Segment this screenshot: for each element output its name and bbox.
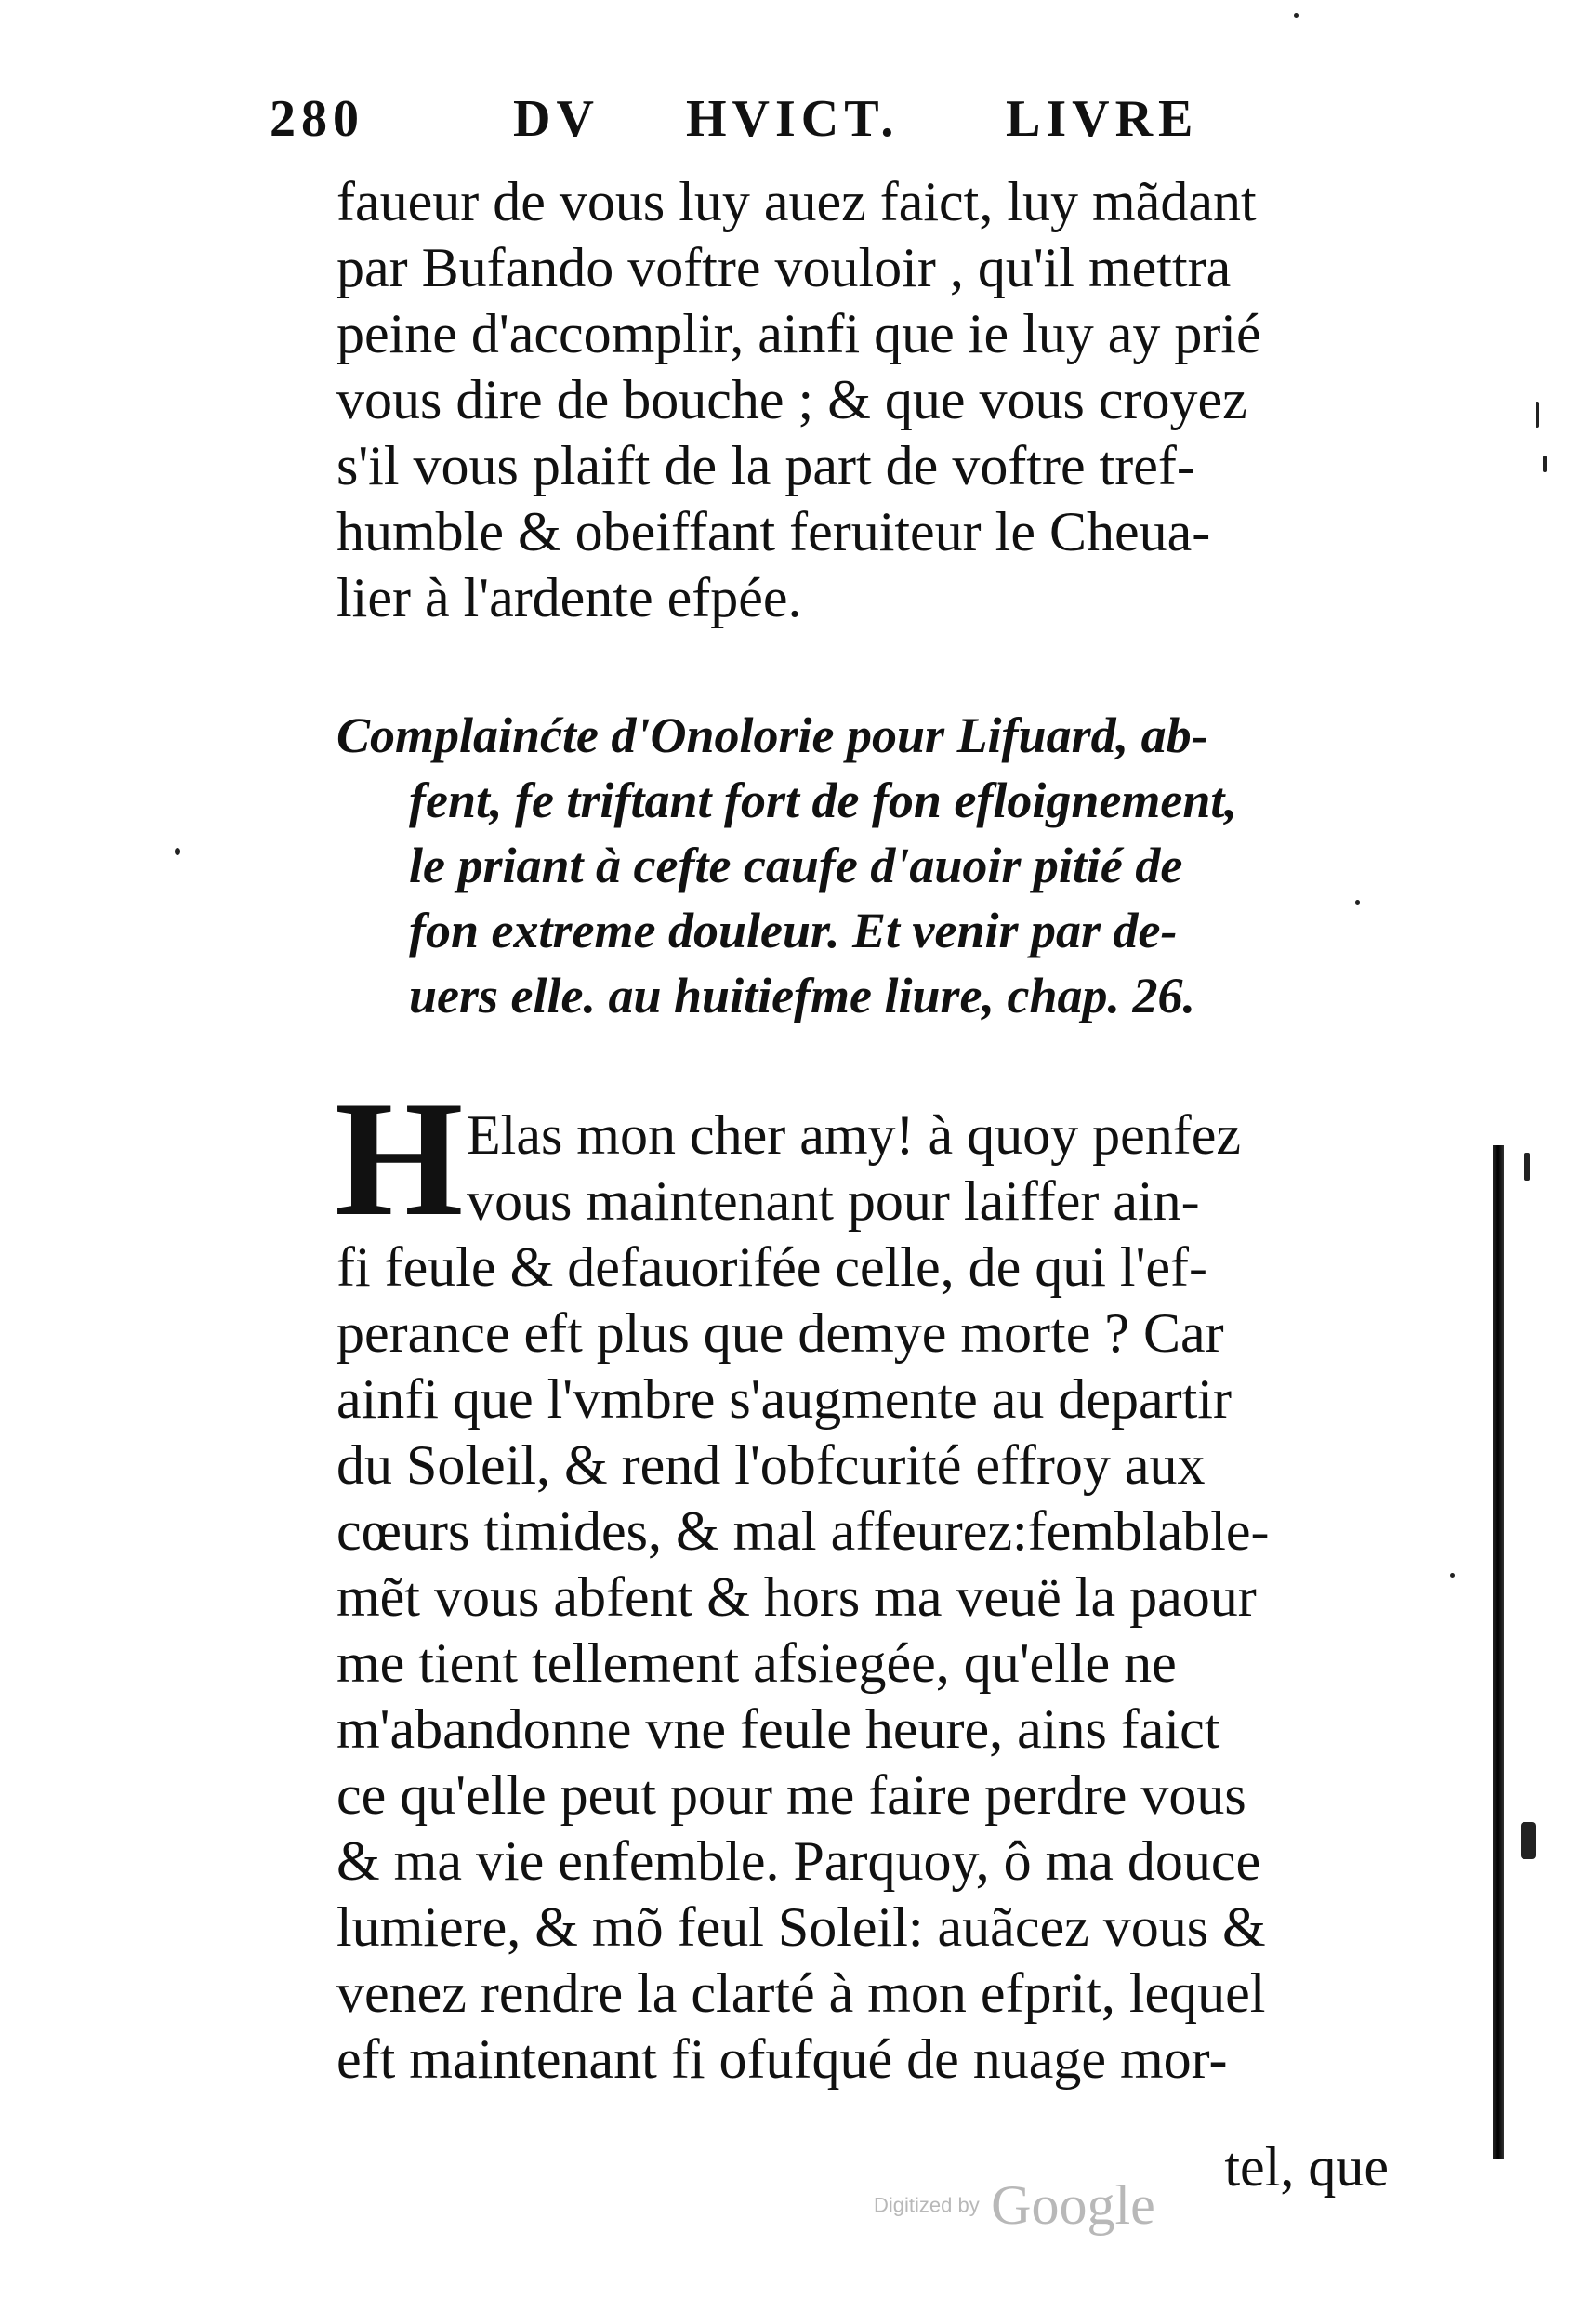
top-paragraph xyxy=(336,169,1387,631)
text-line: humble & obeiffant feruiteur le Cheua- xyxy=(336,501,1211,562)
main-paragraph xyxy=(336,1103,1387,2093)
running-head-word-2: HVICT. xyxy=(686,90,900,148)
ink-speck xyxy=(1521,1822,1536,1859)
drop-cap-initial: H xyxy=(335,1066,464,1250)
text-line: vous dire de bouche ; & que vous croyez xyxy=(336,369,1247,430)
ink-speck xyxy=(1543,456,1547,472)
catchword: tel, que xyxy=(1224,2136,1389,2198)
ink-speck xyxy=(1294,13,1299,18)
heading-line: Complainćte d'Onolorie pour Lifuard, ab- xyxy=(336,707,1208,763)
text-line: s'il vous plaift de la part de voftre tref- xyxy=(336,435,1195,496)
ink-speck xyxy=(175,848,180,855)
text-line: par Bufando voftre vouloir , qu'il mettra xyxy=(336,237,1232,298)
text-line: lumiere, & mõ feul Soleil: auãcez vous & xyxy=(336,1896,1266,1958)
digitized-by-label: Digitized by xyxy=(874,2193,980,2217)
google-logo: Google xyxy=(991,2174,1155,2236)
heading-line: fent, fe triftant fort de fon efloignement, xyxy=(409,772,1237,828)
ink-speck xyxy=(1450,1573,1455,1578)
text-line: ce qu'elle peut pour me faire perdre vous xyxy=(336,1764,1246,1826)
text-line: Elas mon cher amy! à quoy penfez xyxy=(467,1104,1241,1166)
text-line: faueur de vous luy auez faict, luy mãdant xyxy=(336,171,1257,232)
page-number: 280 xyxy=(270,90,364,148)
text-line: cœurs timides, & mal affeurez:femblable- xyxy=(336,1500,1270,1562)
text-line: vous maintenant pour laiffer ain- xyxy=(467,1170,1200,1232)
text-line: m'abandonne vne feule heure, ains faict xyxy=(336,1698,1220,1760)
text-line: du Soleil, & rend l'obfcurité effroy aux xyxy=(336,1434,1206,1496)
heading-line: uers elle. au huitiefme liure, chap. 26. xyxy=(409,968,1196,1023)
text-line: peine d'accomplir, ainfi que ie luy ay prié xyxy=(336,303,1261,364)
text-line: eft maintenant fi ofufqué de nuage mor- xyxy=(336,2028,1228,2090)
google-watermark xyxy=(874,2173,1155,2238)
running-header xyxy=(270,89,1236,164)
text-line: fi feule & defauorifée celle, de qui l'ef- xyxy=(336,1236,1207,1298)
text-line: perance eft plus que demye morte ? Car xyxy=(336,1302,1224,1364)
binding-edge xyxy=(1493,1145,1504,2159)
ink-speck xyxy=(1524,1153,1530,1181)
chapter-heading xyxy=(336,703,1387,1028)
text-line: lier à l'ardente efpée. xyxy=(336,567,802,628)
text-line: ainfi que l'vmbre s'augmente au departir xyxy=(336,1368,1232,1430)
ink-speck xyxy=(1355,900,1360,905)
running-head-word-3: LIVRE xyxy=(1006,90,1199,148)
text-line: me tient tellement afsiegée, qu'elle ne xyxy=(336,1632,1177,1694)
running-head-word-1: DV xyxy=(513,90,600,148)
text-line: venez rendre la clarté à mon efprit, lequel xyxy=(336,1962,1266,2024)
text-line: mẽt vous abfent & hors ma veuë la paour xyxy=(336,1566,1257,1628)
heading-line: le priant à cefte caufe d'auoir pitié de xyxy=(409,838,1183,893)
ink-speck xyxy=(1536,402,1539,428)
text-line: & ma vie enfemble. Parquoy, ô ma douce xyxy=(336,1830,1261,1892)
heading-line: fon extreme douleur. Et venir par de- xyxy=(409,903,1178,958)
